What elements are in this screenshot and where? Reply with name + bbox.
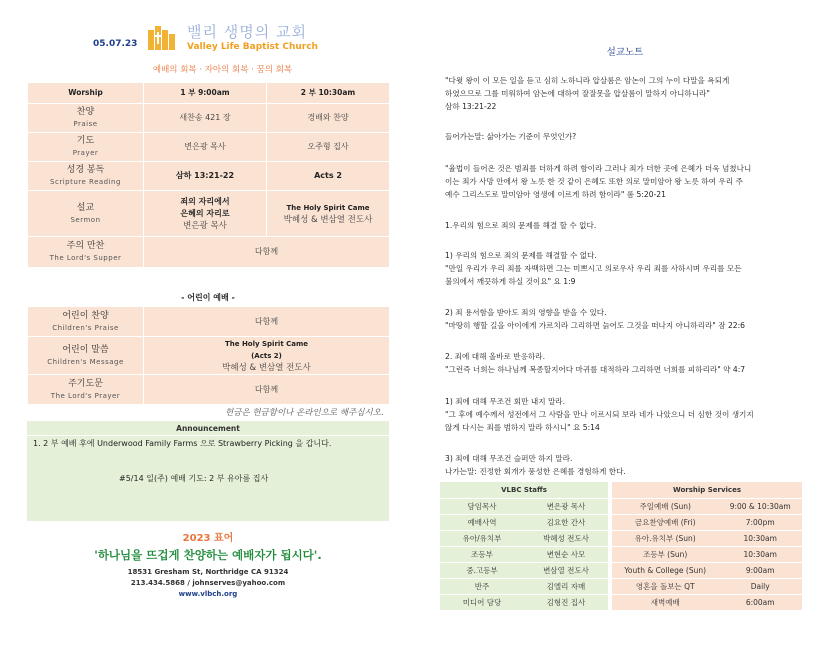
first-service-value: 삼하 13:21-22 (144, 162, 267, 191)
service-name: 조등부 (Sun) (612, 547, 718, 563)
staff-name: 김엘리 자매 (524, 579, 608, 595)
worship-services-box (612, 482, 802, 610)
service-time: Daily (718, 579, 802, 595)
paragraph-line: 예수 그리스도로 말미암아 영생에 이르게 하려 함이라" 롬 5:20-21 (445, 190, 666, 199)
paragraph-line: "그 후에 예수께서 성전에서 그 사람을 만나 이르시되 보라 네가 나았으니 더 심한 것이 생기지 (445, 410, 754, 419)
service-name: 새벽예배 (612, 595, 718, 611)
kids-row (28, 375, 390, 405)
staff-name: 김요한 간사 (524, 515, 608, 531)
staff-role: 미디어 담당 (440, 595, 524, 611)
worship-row (28, 104, 390, 133)
service-name: 금요찬양예배 (Fri) (612, 515, 718, 531)
paragraph-line: 들어가는말: 삶아가는 기준이 무엇인가? (445, 132, 577, 141)
sermon-paragraph (445, 249, 817, 288)
row-label-ko: 주의 만찬 (66, 241, 105, 251)
service-row (612, 579, 802, 595)
paragraph-line: 1.우리의 힘으로 죄의 문제를 해결 할 수 없다. (445, 221, 597, 230)
church-contact: 213.434.5868 / johnserves@yahoo.com (130, 579, 286, 587)
service-time: 9:00am (718, 563, 802, 579)
staff-name: 변현순 사모 (524, 547, 608, 563)
row-label-en: The Lord's Supper (49, 254, 122, 262)
paragraph-line: "마땅히 행할 길을 아이에게 가르치라 그리하면 늙어도 그것을 떠나지 아니하리라" 잠 22:6 (445, 321, 745, 330)
second-service-value: 경배와 찬양 (267, 104, 390, 133)
worship-order-table (27, 82, 390, 268)
bulletin-date: 05.07.23 (93, 39, 138, 49)
paragraph-line: 이는 죄가 사망 안에서 왕 노릇 한 것 같이 은혜도 또한 의로 말미암아 왕 노릇 하여 우리 주 (445, 177, 743, 186)
merged-value: 다함께 (144, 237, 390, 268)
service-time: 6:00am (718, 595, 802, 611)
year-theme: 2023 표어 (182, 533, 234, 544)
divider (27, 435, 389, 436)
service-row (612, 531, 802, 547)
church-name-english: Valley Life Baptist Church (187, 42, 318, 52)
service-name: 유아.유치부 (Sun) (612, 531, 718, 547)
announcement-item: #5/14 일(주) 예배 기도: 2 부 유아름 집사 (119, 474, 269, 483)
staff-role: 조등부 (440, 547, 524, 563)
offering-note: 헌금은 헌금함이나 온라인으로 해주십시오. (225, 408, 384, 418)
first-service-value: 새찬송 421 장 (144, 104, 267, 133)
sermon-title-line: 죄의 자리에서 (180, 196, 230, 206)
kids-value: 다함께 (144, 307, 390, 337)
staff-row (440, 515, 608, 531)
service-row (612, 563, 802, 579)
staff-row (440, 563, 608, 579)
service-row (612, 499, 802, 515)
staff-title: VLBC Staffs (501, 486, 547, 494)
staff-name: 변은광 목사 (524, 499, 608, 515)
kids-worship-table (27, 306, 390, 405)
kids-worship-heading: - 어린이 예배 - (181, 293, 235, 302)
service-name: 영혼을 돌보는 QT (612, 579, 718, 595)
staff-row (440, 531, 608, 547)
row-label-ko: 찬양 (76, 107, 95, 117)
first-service-header: 1 부 9:00am (144, 83, 267, 104)
worship-header: Worship (28, 83, 144, 104)
announcement-title: Announcement (176, 424, 240, 433)
paragraph-line: 나가는말: 진정한 회개가 풍성한 은혜를 경험하게 한다. (445, 467, 626, 476)
sermon-title-line: 은혜의 자리로 (180, 208, 230, 218)
worship-header-row (28, 83, 390, 104)
paragraph-line: "다윗 왕이 이 모든 일을 듣고 심히 노하니라 압살롬은 암논이 그의 누이 다말을 욕되게 (445, 76, 730, 85)
kids-message-title: The Holy Spirit Came (225, 339, 308, 348)
row-label-en: Sermon (70, 215, 101, 224)
staff-name: 김형진 집사 (524, 595, 608, 611)
second-service-header: 2 부 10:30am (267, 83, 390, 104)
staff-role: 예배사역 (440, 515, 524, 531)
preacher-name: 박혜성 & 변삼열 전도사 (283, 214, 373, 225)
row-label-ko: 어린이 찬양 (62, 310, 109, 321)
church-website-link[interactable]: www.vlbch.org (178, 590, 238, 598)
service-time: 10:30am (718, 547, 802, 563)
service-name: Youth & College (Sun) (612, 563, 718, 579)
paragraph-line: "율법이 들어온 것은 범죄를 더하게 하려 함이라 그러나 죄가 더한 곳에 은혜가 더욱 넘쳤나니 (445, 164, 752, 173)
preacher-name: 변은광 목사 (183, 220, 227, 231)
service-row (612, 515, 802, 531)
sermon-paragraph (445, 452, 817, 478)
sermon-title-line: The Holy Spirit Came (286, 203, 370, 212)
worship-row (28, 191, 390, 237)
kids-message-speakers: 박혜성 & 변삼열 전도사 (222, 362, 311, 373)
sermon-paragraph (445, 219, 817, 232)
staff-row (440, 595, 608, 611)
sermon-paragraph (445, 74, 817, 113)
row-label-ko: 성경 봉독 (66, 165, 105, 175)
church-logo-icon (148, 24, 176, 50)
staff-role: 담임목사 (440, 499, 524, 515)
sermon-paragraph (445, 162, 817, 201)
paragraph-line: 삼하 13:21-22 (445, 102, 497, 111)
kids-row (28, 307, 390, 337)
service-row (612, 595, 802, 611)
church-address: 18531 Gresham St, Northridge CA 91324 (127, 568, 289, 576)
services-table (612, 498, 802, 610)
paragraph-line: 1) 죄에 대해 무조건 회만 내지 말라. (445, 397, 566, 406)
staff-row (440, 547, 608, 563)
announcement-item: 1. 2 부 예배 후에 Underwood Family Farms 으로 Strawberry Picking 을 갑니다. (33, 439, 332, 448)
church-name-korean: 밸리 생명의 교회 (187, 23, 307, 41)
staff-role: 유아/유치부 (440, 531, 524, 547)
services-title: Worship Services (673, 486, 741, 494)
bulletin-theme: 예배의 회복 · 자아의 회복 · 꿈의 회복 (152, 65, 293, 75)
staff-row (440, 499, 608, 515)
service-name: 주일예배 (Sun) (612, 499, 718, 515)
staff-row (440, 579, 608, 595)
paragraph-line: 1) 우리의 힘으로 죄의 문제를 해결할 수 없다. (445, 251, 597, 260)
paragraph-line: 불의에서 깨끗하게 하실 것이요" 요 1:9 (445, 277, 576, 286)
staff-name: 박혜성 전도사 (524, 531, 608, 547)
staff-role: 반주 (440, 579, 524, 595)
row-label-ko: 기도 (76, 136, 95, 146)
paragraph-line: "그런즉 너희는 하나님께 복종할지어다 마귀를 대적하라 그리하면 너희를 피하리라" 약 4:7 (445, 365, 746, 374)
worship-row (28, 237, 390, 268)
year-motto: '하나님을 뜨겁게 찬양하는 예배자가 됩시다'. (94, 548, 322, 562)
staff-table (440, 498, 608, 610)
row-label-ko: 설교 (76, 202, 95, 213)
second-service-value: 오주형 집사 (267, 133, 390, 162)
service-row (612, 547, 802, 563)
paragraph-line: 2. 죄에 대해 올바로 반응하라. (445, 352, 546, 361)
row-label-en: Children's Message (47, 357, 124, 366)
row-label-en: The Lord's Prayer (50, 391, 121, 400)
sermon-paragraph (445, 350, 817, 376)
paragraph-line: "만일 우리가 우리 죄를 자백하면 그는 미쁘시고 의로우사 우리 죄를 사하시며 우리를 모든 (445, 264, 742, 273)
paragraph-line: 2) 죄 용서함을 받아도 죄의 영향을 받을 수 있다. (445, 308, 607, 317)
service-time: 7:00pm (718, 515, 802, 531)
staff-box (440, 482, 608, 610)
row-label-en: Scripture Reading (50, 178, 121, 186)
sermon-notes-title: 설교노트 (606, 47, 644, 58)
service-time: 9:00 & 10:30am (718, 499, 802, 515)
sermon-paragraph (445, 395, 817, 434)
paragraph-line: 하였으므로 그를 미워하여 암논에 대하여 잘잘못을 압살롬이 말하지 아니하니라" (445, 89, 710, 98)
service-time: 10:30am (718, 531, 802, 547)
row-label-en: Children's Praise (52, 323, 119, 332)
row-label-ko: 어린이 말씀 (62, 344, 109, 355)
paragraph-line: 않게 다시는 죄를 범하지 말라 하시니" 요 5:14 (445, 423, 600, 432)
paragraph-line: 3) 죄에 대해 무조건 슬퍼만 하지 말라. (445, 454, 573, 463)
staff-role: 중.고등부 (440, 563, 524, 579)
row-label-en: Praise (73, 120, 98, 128)
worship-row (28, 133, 390, 162)
first-service-value: 변은광 목사 (144, 133, 267, 162)
row-label-en: Prayer (72, 149, 99, 157)
announcement-box (27, 421, 389, 521)
second-service-value: Acts 2 (267, 162, 390, 191)
kids-row (28, 337, 390, 375)
kids-message-ref: (Acts 2) (251, 351, 282, 360)
worship-row (28, 162, 390, 191)
sermon-paragraph (445, 130, 817, 143)
sermon-paragraph (445, 306, 817, 332)
kids-value: 다함께 (144, 375, 390, 405)
staff-name: 변삼열 전도사 (524, 563, 608, 579)
row-label-ko: 주기도문 (68, 378, 103, 389)
